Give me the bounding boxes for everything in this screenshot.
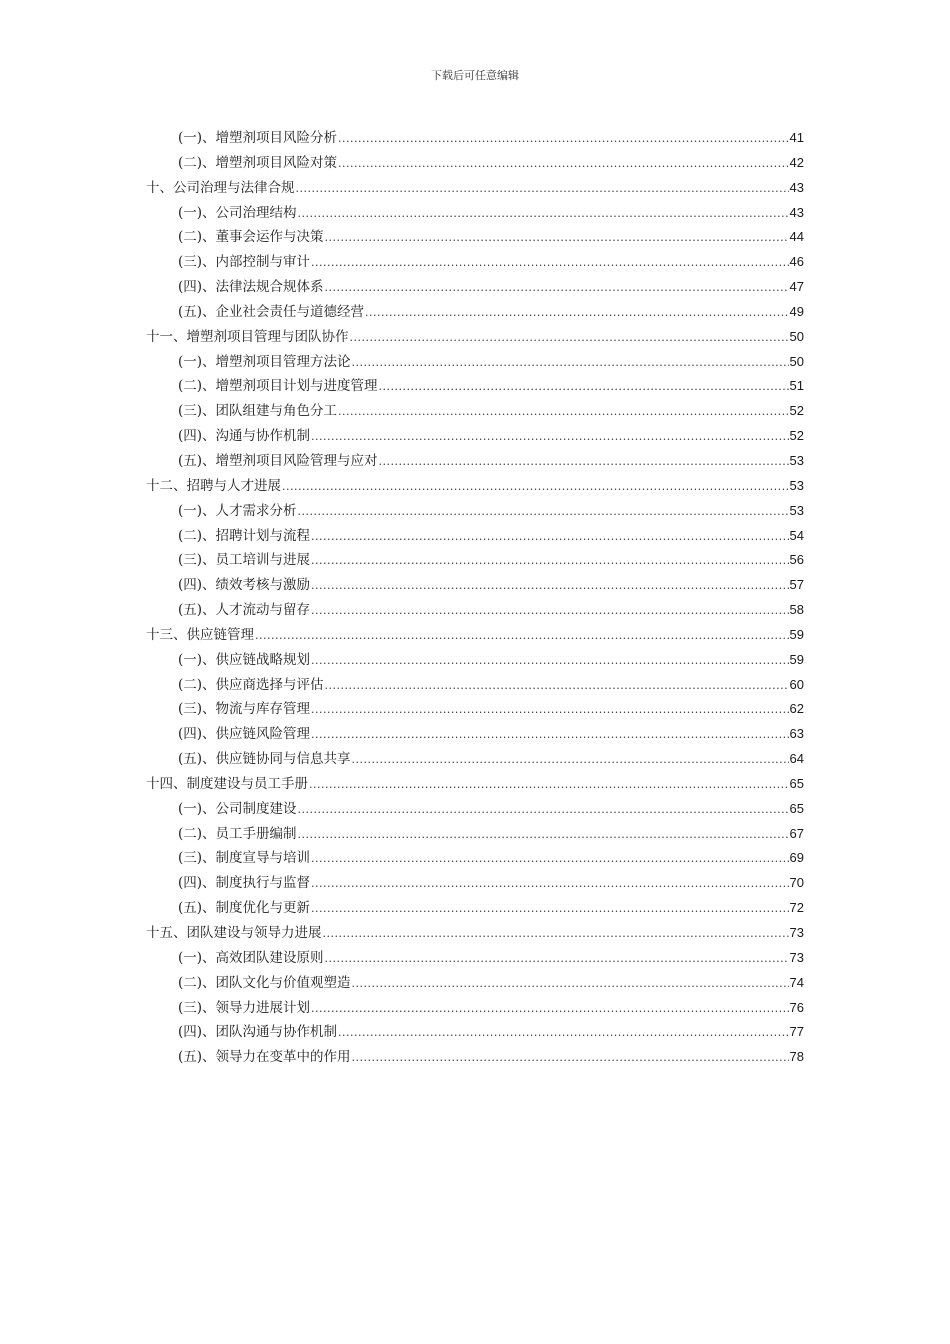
toc-dot-leader <box>311 604 788 617</box>
toc-dot-leader <box>311 703 788 716</box>
toc-entry-page-number: 56 <box>789 552 804 568</box>
toc-entry-title: (三)、内部控制与审计 <box>178 254 311 271</box>
toc-entry-title: 十一、增塑剂项目管理与团队协作 <box>146 328 349 345</box>
toc-entry-title: (一)、公司治理结构 <box>178 204 297 221</box>
toc-dot-leader <box>311 1002 788 1015</box>
toc-entry-title: (二)、团队文化与价值观塑造 <box>178 974 351 991</box>
toc-section-entry[interactable] <box>146 971 804 996</box>
toc-section-entry[interactable] <box>146 846 804 871</box>
toc-dot-leader <box>311 530 788 543</box>
toc-dot-leader <box>296 182 789 195</box>
toc-dot-leader <box>311 852 788 865</box>
toc-entry-title: (四)、供应链风险管理 <box>178 726 311 743</box>
toc-dot-leader <box>352 1051 789 1064</box>
toc-entry-page-number: 70 <box>789 875 804 891</box>
toc-section-entry[interactable] <box>146 896 804 921</box>
toc-entry-page-number: 52 <box>789 403 804 419</box>
toc-entry-page-number: 41 <box>789 130 804 145</box>
toc-entry-page-number: 53 <box>789 452 804 468</box>
toc-entry-page-number: 59 <box>789 651 804 667</box>
toc-entry-title: (四)、法律法规合规体系 <box>178 279 324 296</box>
toc-entry-title: (三)、领导力进展计划 <box>178 999 311 1016</box>
toc-section-entry[interactable] <box>146 573 804 598</box>
toc-dot-leader <box>352 977 789 990</box>
toc-dot-leader <box>255 629 789 642</box>
toc-entry-title: (五)、制度优化与更新 <box>178 900 311 917</box>
toc-section-entry[interactable] <box>146 350 804 375</box>
toc-entry-page-number: 50 <box>789 353 804 369</box>
toc-section-entry[interactable] <box>146 151 804 176</box>
toc-chapter-entry[interactable] <box>146 772 804 797</box>
toc-entry-page-number: 53 <box>789 502 804 518</box>
toc-entry-page-number: 49 <box>789 303 804 319</box>
toc-dot-leader <box>282 480 789 493</box>
toc-entry-title: (五)、企业社会责任与道德经营 <box>178 303 365 320</box>
toc-entry-title: (五)、供应链协同与信息共享 <box>178 751 351 768</box>
toc-section-entry[interactable] <box>146 747 804 772</box>
toc-entry-title: (一)、增塑剂项目管理方法论 <box>178 353 351 370</box>
toc-entry-page-number: 47 <box>789 279 804 295</box>
toc-entry-title: (一)、人才需求分析 <box>178 502 297 519</box>
toc-entry-page-number: 42 <box>789 154 804 170</box>
toc-dot-leader <box>323 927 789 940</box>
toc-entry-title: (一)、供应链战略规划 <box>178 651 311 668</box>
toc-entry-title: (四)、团队沟通与协作机制 <box>178 1024 338 1041</box>
toc-section-entry[interactable] <box>146 424 804 449</box>
toc-entry-page-number: 67 <box>789 825 804 841</box>
toc-section-entry[interactable] <box>146 126 804 151</box>
toc-dot-leader <box>298 828 789 841</box>
toc-dot-leader <box>338 157 788 170</box>
toc-section-entry[interactable] <box>146 797 804 822</box>
toc-section-entry[interactable] <box>146 946 804 971</box>
toc-entry-page-number: 43 <box>789 179 804 195</box>
toc-entry-page-number: 46 <box>789 254 804 270</box>
toc-entry-page-number: 76 <box>789 999 804 1015</box>
toc-section-entry[interactable] <box>146 1020 804 1045</box>
toc-dot-leader <box>365 306 788 319</box>
toc-entry-title: (二)、董事会运作与决策 <box>178 229 324 246</box>
toc-chapter-entry[interactable] <box>146 474 804 499</box>
toc-section-entry[interactable] <box>146 548 804 573</box>
toc-dot-leader <box>325 281 789 294</box>
toc-section-entry[interactable] <box>146 275 804 300</box>
toc-entry-page-number: 64 <box>789 751 804 767</box>
toc-entry-title: 十五、团队建设与领导力进展 <box>146 925 322 941</box>
toc-section-entry[interactable] <box>146 250 804 275</box>
toc-entry-page-number: 43 <box>789 204 804 220</box>
toc-dot-leader <box>311 430 788 443</box>
toc-dot-leader <box>298 505 789 518</box>
toc-entry-title: (二)、员工手册编制 <box>178 825 297 842</box>
toc-entry-title: (三)、制度宣导与培训 <box>178 850 311 867</box>
toc-entry-title: 十四、制度建设与员工手册 <box>146 775 308 792</box>
toc-dot-leader <box>309 778 789 791</box>
toc-entry-page-number: 72 <box>789 900 804 916</box>
toc-section-entry[interactable] <box>146 524 804 549</box>
toc-entry-page-number: 78 <box>789 1049 804 1065</box>
toc-entry-title: 十二、招聘与人才进展 <box>146 477 281 494</box>
toc-entry-page-number: 62 <box>789 701 804 717</box>
toc-entry-page-number: 52 <box>789 428 804 444</box>
toc-dot-leader <box>311 256 788 269</box>
toc-entry-page-number: 44 <box>789 229 804 245</box>
toc-entry-title: (五)、人才流动与留存 <box>178 602 311 619</box>
toc-chapter-entry[interactable] <box>146 176 804 201</box>
toc-dot-leader <box>338 132 788 145</box>
toc-entry-page-number: 53 <box>789 477 804 493</box>
toc-entry-page-number: 69 <box>789 850 804 866</box>
toc-entry-page-number: 73 <box>789 949 804 965</box>
toc-entry-page-number: 77 <box>789 1024 804 1040</box>
toc-entry-title: (四)、绩效考核与激励 <box>178 577 311 594</box>
toc-section-entry[interactable] <box>146 871 804 896</box>
toc-dot-leader <box>311 554 788 567</box>
toc-section-entry[interactable] <box>146 201 804 226</box>
toc-chapter-entry[interactable] <box>146 921 804 946</box>
page-header: 下载后可任意编辑 <box>431 69 519 82</box>
toc-entry-page-number: 60 <box>789 676 804 692</box>
toc-entry-title: 十、公司治理与法律合规 <box>146 179 295 196</box>
toc-entry-title: (五)、增塑剂项目风险管理与应对 <box>178 452 378 469</box>
toc-entry-title: (三)、员工培训与进展 <box>178 552 311 569</box>
toc-section-entry[interactable] <box>146 697 804 722</box>
toc-section-entry[interactable] <box>146 399 804 424</box>
toc-entry-page-number: 57 <box>789 577 804 593</box>
toc-chapter-entry[interactable] <box>146 325 804 350</box>
toc-dot-leader <box>325 231 789 244</box>
toc-section-entry[interactable] <box>146 598 804 623</box>
toc-chapter-entry[interactable] <box>146 623 804 648</box>
toc-entry-title: (二)、增塑剂项目计划与进度管理 <box>178 378 378 395</box>
toc-section-entry[interactable] <box>146 996 804 1021</box>
table-of-contents <box>146 126 804 1070</box>
toc-section-entry[interactable] <box>146 673 804 698</box>
toc-dot-leader <box>311 902 788 915</box>
toc-dot-leader <box>311 877 788 890</box>
toc-entry-title: (三)、物流与库存管理 <box>178 701 311 718</box>
toc-dot-leader <box>298 207 789 220</box>
toc-entry-page-number: 51 <box>789 378 804 394</box>
toc-entry-title: (四)、制度执行与监督 <box>178 875 311 892</box>
toc-entry-title: (一)、公司制度建设 <box>178 800 297 817</box>
toc-dot-leader <box>311 728 788 741</box>
toc-dot-leader <box>338 405 788 418</box>
toc-section-entry[interactable] <box>146 1045 804 1070</box>
toc-entry-page-number: 65 <box>789 800 804 816</box>
toc-entry-title: (五)、领导力在变革中的作用 <box>178 1049 351 1066</box>
toc-entry-title: 十三、供应链管理 <box>146 626 254 643</box>
toc-section-entry[interactable] <box>146 499 804 524</box>
toc-entry-page-number: 74 <box>789 974 804 990</box>
toc-section-entry[interactable] <box>146 722 804 747</box>
toc-entry-title: (一)、高效团队建设原则 <box>178 949 324 966</box>
toc-dot-leader <box>352 356 789 369</box>
toc-section-entry[interactable] <box>146 648 804 673</box>
toc-section-entry[interactable] <box>146 300 804 325</box>
toc-dot-leader <box>350 331 789 344</box>
toc-entry-page-number: 73 <box>789 925 804 940</box>
toc-entry-page-number: 63 <box>789 726 804 742</box>
toc-dot-leader <box>325 679 789 692</box>
toc-entry-title: (二)、供应商选择与评估 <box>178 676 324 693</box>
toc-dot-leader <box>298 803 789 816</box>
toc-dot-leader <box>338 1026 788 1039</box>
toc-entry-title: (三)、团队组建与角色分工 <box>178 403 338 420</box>
toc-entry-title: (二)、招聘计划与流程 <box>178 527 311 544</box>
toc-entry-page-number: 54 <box>789 527 804 543</box>
toc-entry-title: (一)、增塑剂项目风险分析 <box>178 130 338 146</box>
toc-entry-page-number: 58 <box>789 602 804 618</box>
toc-entry-title: (四)、沟通与协作机制 <box>178 428 311 445</box>
toc-section-entry[interactable] <box>146 822 804 847</box>
toc-dot-leader <box>352 753 789 766</box>
toc-section-entry[interactable] <box>146 449 804 474</box>
toc-entry-page-number: 65 <box>789 775 804 791</box>
toc-entry-title: (二)、增塑剂项目风险对策 <box>178 154 338 171</box>
toc-dot-leader <box>379 380 789 393</box>
toc-entry-page-number: 50 <box>789 328 804 344</box>
toc-dot-leader <box>311 654 788 667</box>
toc-entry-page-number: 59 <box>789 626 804 642</box>
toc-section-entry[interactable] <box>146 225 804 250</box>
toc-dot-leader <box>379 455 789 468</box>
toc-dot-leader <box>325 952 789 965</box>
toc-section-entry[interactable] <box>146 374 804 399</box>
toc-dot-leader <box>311 579 788 592</box>
